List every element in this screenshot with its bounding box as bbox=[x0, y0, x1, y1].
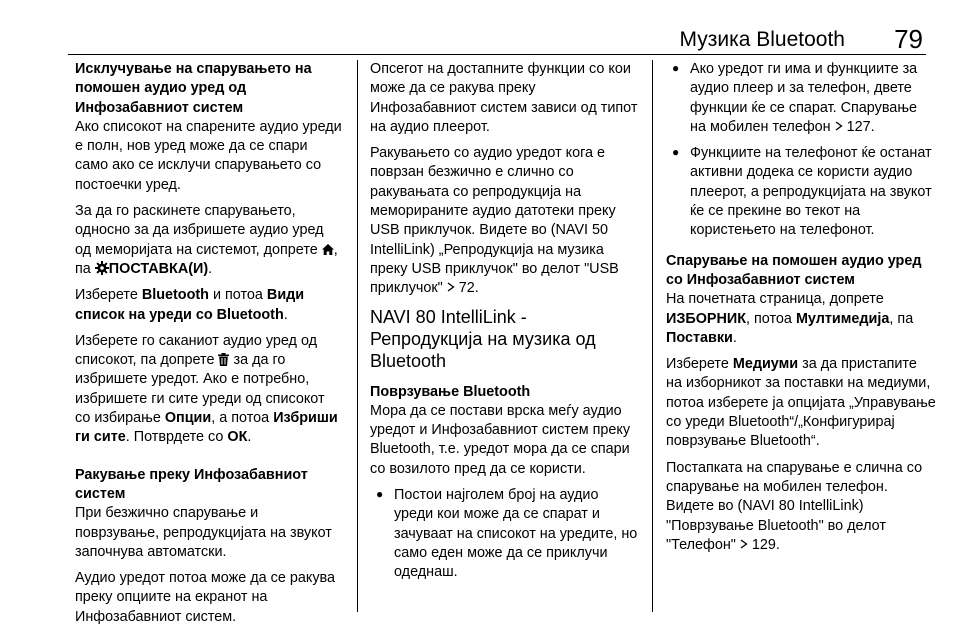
gear-icon bbox=[95, 261, 109, 275]
paragraph: Ако списокот на спарените аудио уреди е полн, нов уред може да се спари само ако се исклучи спарувањето со постоечки уред. bbox=[75, 118, 342, 193]
paragraph: Мора да се постави врска меѓу аудио уредот и Инфозабавниот систем преку Bluetooth, т.е. уредот мора да се спари со возилото пред да се користи. bbox=[370, 402, 631, 477]
page-ref-arrow-icon bbox=[740, 539, 748, 549]
section-heading-navi80: NAVI 80 IntelliLink - Репродукција на музика од Bluetooth bbox=[370, 306, 596, 371]
spacer bbox=[75, 455, 343, 466]
paragraph: Постапката на спарување е слична со спарување на мобилен телефон. Видете во (NAVI 80 IntelliLink) "Поврзување Bluetooth" во делот "Телефон" 129. bbox=[666, 459, 923, 553]
page-ref-arrow-icon bbox=[447, 282, 455, 292]
section-heading-unpair: Исклучување на спарувањето на помошен аудио уред од Инфозабавниот систем bbox=[75, 61, 312, 116]
bullet-item: ● Постои најголем број на аудио уреди кои може да се спарат и зачуваат на списокот на уредите, но само еден може да се приклучи одеднаш. bbox=[370, 486, 638, 582]
paragraph: Изберете Медиуми за да пристапите на изборникот за поставки на медиуми, потоа изберете ја опцијата „Управување со уреди Bluetooth“/„Конфигурирај поврзување Bluetooth“. bbox=[666, 356, 936, 450]
column-1 bbox=[75, 60, 343, 634]
paragraph: Ракувањето со аудио уредот кога е поврзан безжично е слично со ракувањата со репродукција на меморираните аудио датотеки преку USB приклучок. Видете во (NAVI 50 IntelliLink) „Репродукција на музика преку USB приклучок" во делот "USB приклучок" 72. bbox=[370, 145, 619, 297]
paragraph: Опсегот на достапните функции со кои може да се ракува преку Инфозабавниот систем зависи од типот на аудио плеерот. bbox=[370, 61, 638, 135]
bullet-item: ● Функциите на телефонот ќе останат активни додека се користи аудио плеерот, а репродукцијата на звукот ќе се прекине во текот на користењето на телефонот. bbox=[666, 144, 936, 240]
section-heading-pair-infotainment: Спарување на помошен аудио уред со Инфозабавниот систем bbox=[666, 252, 922, 288]
page-number: 79 bbox=[894, 24, 923, 54]
bullet-item: ● Ако уредот ги има и функциите за аудио плеер и за телефон, двете функции ќе се спарат. Спарување на мобилен телефон 127. bbox=[666, 60, 936, 137]
column-divider-2 bbox=[652, 60, 653, 612]
paragraph: За да го раскинете спарувањето, односно за да избришете аудио уред од меморијата на системот, допрете , па ПОСТАВКА(И). bbox=[75, 203, 338, 277]
column-3 bbox=[666, 60, 936, 562]
column-2 bbox=[370, 60, 638, 590]
page-header bbox=[0, 22, 960, 62]
paragraph: Изберете Bluetooth и потоа Види список на уреди со Bluetooth. bbox=[75, 287, 305, 323]
paragraph: Аудио уредот потоа може да се ракува преку опциите на екранот на Инфозабавниот систем. bbox=[75, 570, 336, 625]
page-ref-arrow-icon bbox=[835, 121, 843, 131]
column-divider-1 bbox=[357, 60, 358, 612]
trash-icon bbox=[218, 353, 229, 366]
paragraph: На почетната страница, допрете ИЗБОРНИК, потоа Мултимедија, па Поставки. bbox=[666, 291, 914, 346]
paragraph: При безжично спарување и поврзување, репродукцијата на звукот започнува автоматски. bbox=[75, 505, 332, 560]
header-rule bbox=[68, 54, 926, 55]
paragraph: Изберете го саканиот аудио уред од списокот, па допрете за да го избришете уредот. Ако е потребно, избришете ги сите уреди од списокот со избирање Опции, а потоа Избриши ги сите. Потврдете со ОК. bbox=[75, 332, 338, 446]
header-title: Музика Bluetooth bbox=[679, 28, 845, 51]
section-heading-operation: Ракување преку Инфозабавниот систем bbox=[75, 466, 308, 502]
section-heading-connect: Поврзување Bluetooth bbox=[370, 383, 531, 400]
home-icon bbox=[322, 244, 334, 255]
